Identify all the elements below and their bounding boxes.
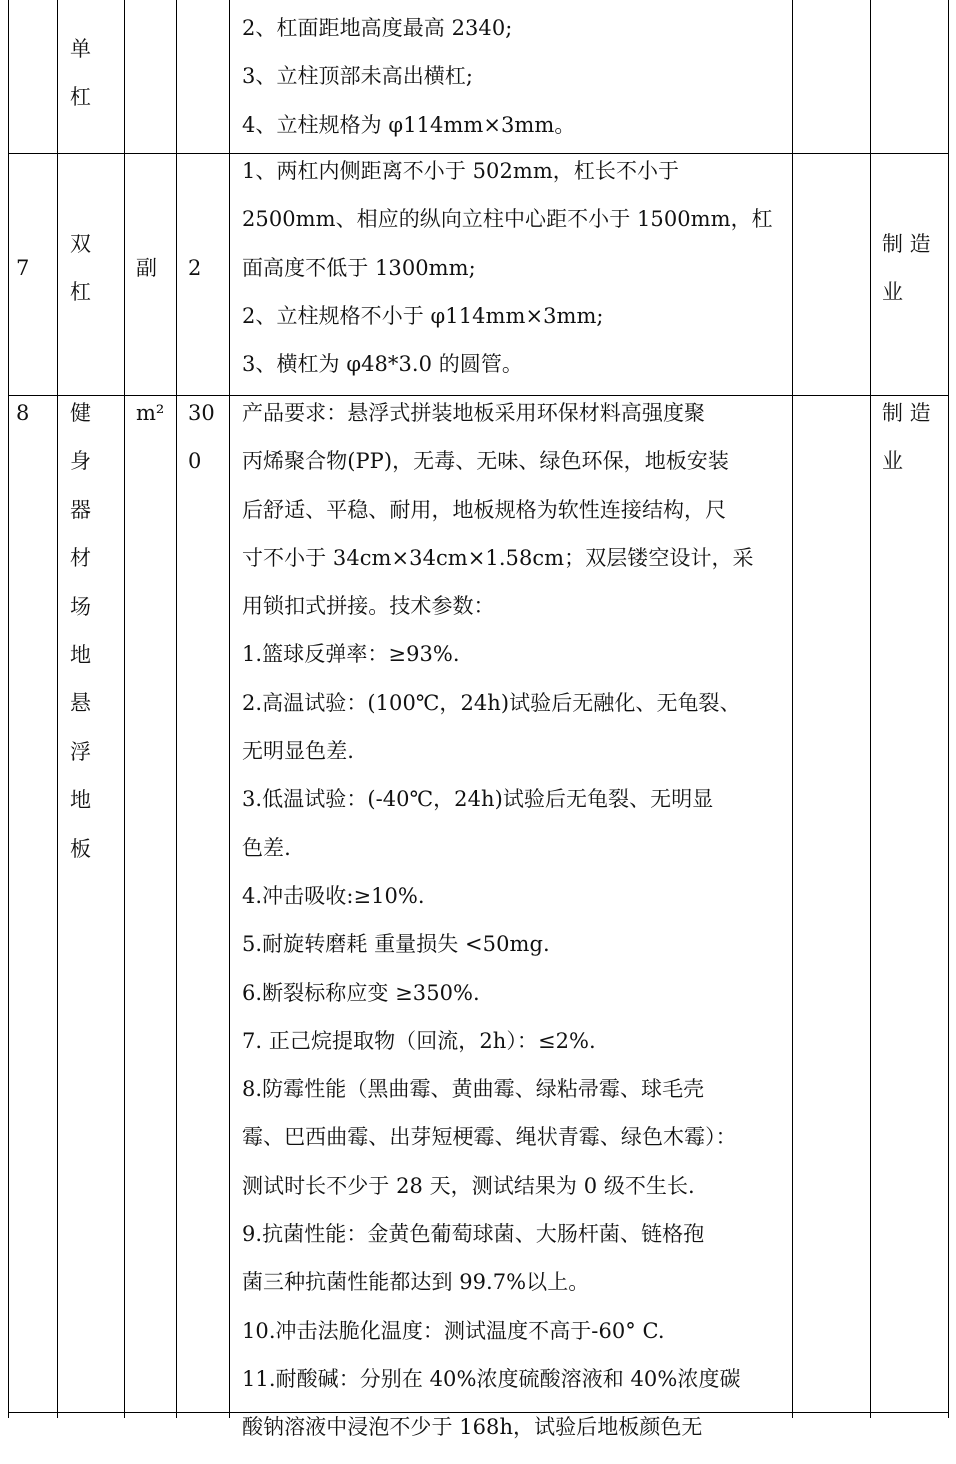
- item-name-cell: [70, 232, 100, 329]
- spec-line: 2、立柱规格不小于 φ114mm×3mm;: [242, 303, 604, 328]
- spec-line: 1、两杠内侧距离不小于 502mm，杠长不小于: [242, 159, 680, 183]
- spec-line: 面高度不低于 1300mm;: [242, 255, 476, 280]
- item-name-char: 板: [70, 836, 91, 861]
- spec-line: 4.冲击吸收:≥10%.: [242, 883, 425, 908]
- item-number: 8: [16, 401, 30, 425]
- spec-line: 5.耐旋转磨耗 重量损失 <50mg.: [242, 932, 550, 957]
- spec-line: 霉、巴西曲霉、出芽短梗霉、绳状青霉、绿色木霉）：: [242, 1125, 737, 1150]
- item-name-char: 浮: [70, 739, 91, 764]
- item-industry: 业: [882, 449, 903, 473]
- item-name-char: 地: [70, 788, 91, 813]
- spec-line: 4、立柱规格为 φ114mm×3mm。: [242, 112, 576, 137]
- spec-line: 测试时长不少于 28 天，测试结果为 0 级不生长.: [242, 1173, 695, 1198]
- item-industry: 制 造: [882, 401, 931, 425]
- item-name-char: 材: [70, 546, 91, 571]
- item-industry: 业: [882, 280, 903, 304]
- item-unit: 副: [136, 256, 157, 280]
- item-name-char: 悬: [70, 691, 91, 716]
- item-unit: m²: [136, 401, 165, 425]
- item-spec-cell: [242, 16, 787, 161]
- spec-line: 寸不小于 34cm×34cm×1.58cm；双层镂空设计，采: [242, 545, 754, 570]
- spec-line: 菌三种抗菌性能都达到 99.7%以上。: [242, 1270, 590, 1295]
- item-spec-cell: [242, 401, 787, 1464]
- item-spec-cell: [242, 159, 787, 400]
- spec-line: 无明显色差.: [242, 739, 354, 764]
- item-name-char: 场: [70, 594, 91, 619]
- spec-line: 8.防霉性能（黑曲霉、黄曲霉、绿粘帚霉、球毛壳: [242, 1077, 705, 1102]
- spec-line: 3.低温试验：(-40℃，24h)试验后无龟裂、无明显: [242, 787, 714, 812]
- spec-line: 11.耐酸碱：分别在 40%浓度硫酸溶液和 40%浓度碳: [242, 1366, 741, 1391]
- spec-line: 7. 正己烷提取物（回流，2h）：≤2%.: [242, 1028, 596, 1053]
- item-name-char: 器: [70, 497, 91, 522]
- item-name-char: 双: [70, 232, 91, 256]
- item-name-char: 杠: [70, 85, 91, 110]
- item-name-char: 杠: [70, 280, 91, 305]
- item-quantity: 0: [188, 449, 202, 473]
- item-name-char: 地: [70, 642, 91, 667]
- item-name-cell: [70, 401, 100, 885]
- spec-line: 产品要求：悬浮式拼装地板采用环保材料高强度聚: [242, 401, 706, 425]
- spec-line: 色差.: [242, 835, 291, 860]
- spec-line: 1.篮球反弹率：≥93%.: [242, 642, 460, 667]
- spec-line: 6.断裂标称应变 ≥350%.: [242, 980, 480, 1005]
- spec-line: 2500mm、相应的纵向立柱中心距不小于 1500mm，杠: [242, 207, 773, 232]
- spec-line: 用锁扣式拼接。技术参数：: [242, 594, 495, 619]
- spec-line: 2.高温试验：(100℃，24h)试验后无融化、无龟裂、: [242, 690, 741, 715]
- item-name-char: 健: [70, 401, 91, 425]
- item-name-char: 单: [70, 37, 91, 61]
- table-row: [0, 396, 956, 1440]
- table-row: [0, 154, 956, 395]
- spec-line: 10.冲击法脆化温度：测试温度不高于-60° C.: [242, 1318, 665, 1343]
- spec-line: 3、立柱顶部未高出横杠;: [242, 64, 474, 89]
- item-quantity: 30: [188, 401, 215, 425]
- spec-line: 2、杠面距地高度最高 2340;: [242, 16, 513, 40]
- spec-line: 后舒适、平稳、耐用，地板规格为软性连接结构，尺: [242, 497, 727, 522]
- spec-line: 丙烯聚合物(PP)，无毒、无味、绿色环保，地板安装: [242, 449, 729, 474]
- table-row: [0, 0, 956, 153]
- spec-line: 酸钠溶液中浸泡不少于 168h，试验后地板颜色无: [242, 1415, 703, 1440]
- item-number: 7: [16, 256, 30, 280]
- item-industry: 制 造: [882, 232, 931, 256]
- spec-line: 3、横杠为 φ48*3.0 的圆管。: [242, 352, 523, 377]
- spec-line: 9.抗菌性能：金黄色葡萄球菌、大肠杆菌、链格孢: [242, 1222, 705, 1247]
- item-quantity: 2: [188, 256, 202, 280]
- item-name-cell: [70, 37, 100, 134]
- item-name-char: 身: [70, 449, 91, 474]
